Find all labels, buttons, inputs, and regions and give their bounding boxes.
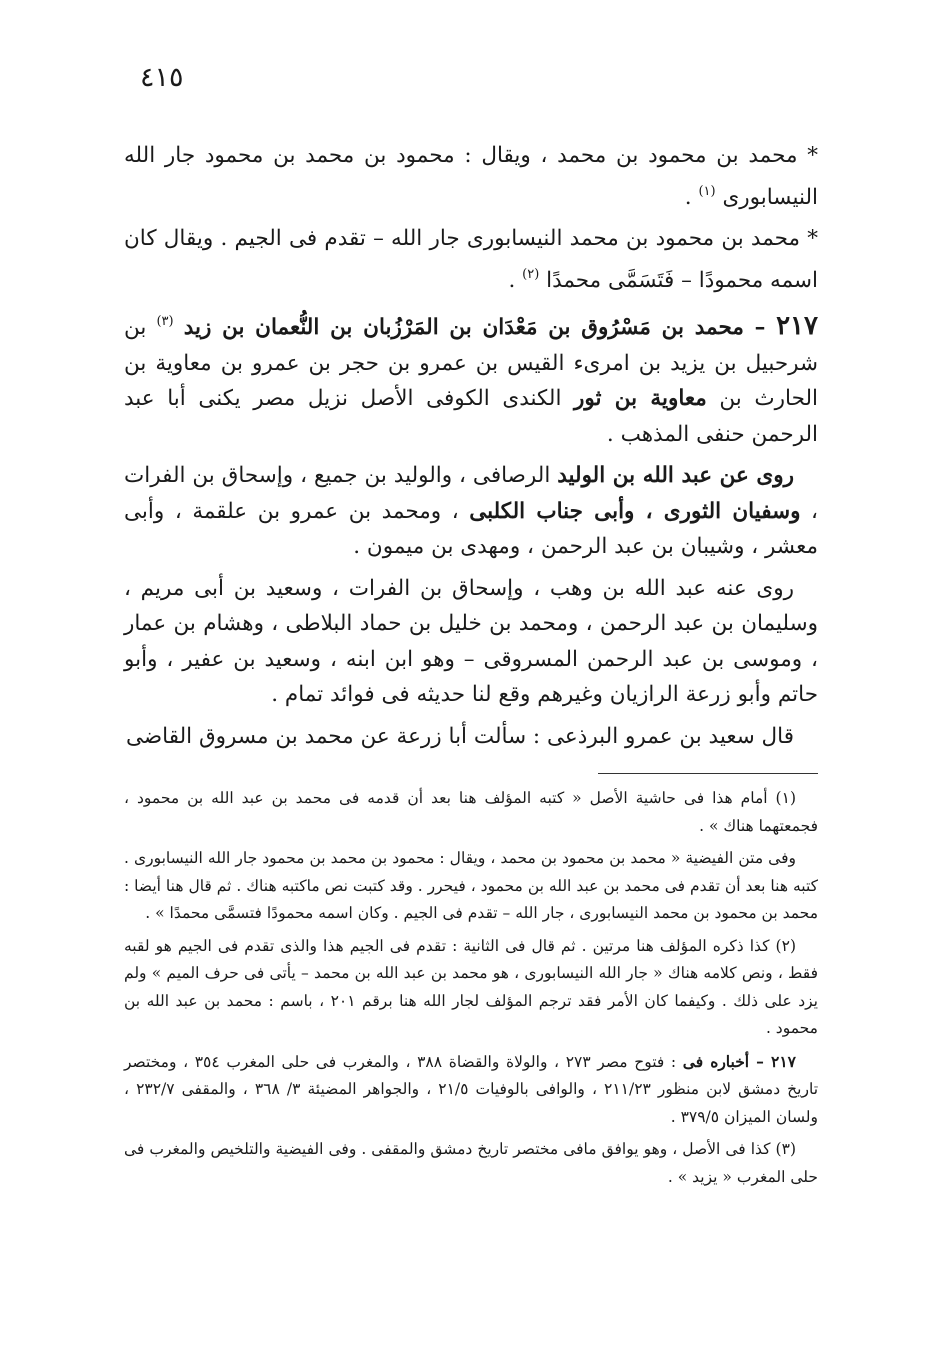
entry-lineage-bold: معاوية بن ثور (574, 386, 707, 411)
narrated-from-text-2: ، ومحمد بن عمرو بن علقمة ، وأبى معشر ، وشيبان بن عبد الرحمن ، ومهدى بن ميمون . (124, 498, 818, 559)
footnote-1-continued: وفى متن الفيضية « محمد بن محمود بن محمد ، ويقال : محمود بن محمد بن محمود جار الله النيسابورى . كتبه هنا بعد أن تقدم فى محمد بن عبد الله بن محمود ، فيحرر . وقد كتبت نص ماكتبه هناك . ثم قال هنا أيضا : محمد بن محمود بن محمد النيسابورى ، جار الله – تقدم فى الجيم . وكان اسمه محمودًا فتسمَّى محمدًا » . (124, 849, 818, 922)
entry-lineage: بن شرحبيل بن يزيد بن امرىء القيس بن عمرو بن حجر بن عمرو بن معاوية بن الحارث بن (124, 315, 818, 411)
narrated-from-text: الرصافى ، والوليد بن جميع ، وإسحاق بن الفرات ، (124, 463, 818, 524)
footnote-sources (124, 1048, 818, 1132)
footnote-ref-2: (٢) (522, 266, 540, 282)
footnote-ref-3: (٣) (156, 314, 174, 329)
entry-text: * محمد بن محمود بن محمد النيسابورى جار الله – تقدم فى الجيم . ويقال كان اسمه محمودًا – فَتَسَمَّى محمدًا (124, 226, 818, 293)
page-number: ٤١٥ (140, 62, 184, 93)
entry-tail: . (684, 184, 699, 210)
footnotes (124, 785, 818, 1196)
sources-heading: ٢١٧ – أخباره فى (682, 1051, 797, 1071)
sources-text: : فتوح مصر ٢٧٣ ، والولاة والقضاة ٣٨٨ ، والمغرب فى حلى المغرب ٣٥٤ ، ومختصر تاريخ دمشق لابن منظور ٢١١/٢٣ ، والوافى بالوفيات ٢١/٥ ، والجواهر المضيئة ٣/ ٣٦٨ ، والمقفى ٢٣٢/٧ ، ولسان الميزان ٣٧٩/٥ . (124, 1052, 819, 1126)
entry-lineage-tail: الكندى الكوفى الأصل نزيل مصر يكنى أبا عبد الرحمن حنفى المذهب . (124, 386, 818, 447)
entry-text: * محمد بن محمود بن محمد ، ويقال : محمود بن محمد بن محمود جار الله النيسابورى (124, 143, 818, 210)
footnote-2: (٢) كذا ذكره المؤلف هنا مرتين . ثم قال فى الثانية : تقدم فى الجيم هذا والذى تقدم فى الجيم هو لقبه فقط ، ونص كلامه هناك « جار الله النيسابورى ، هو محمد بن عبد الله بن محمد – يأتى فى حرف الميم » ولم يزد على ذلك . وكيفما كان الأمر فقد ترجم المؤلف لجار الله هنا برقم ٢٠١ ، باسم : محمد بن عبد الله بن محمود . (124, 936, 818, 1037)
cross-reference-entry-2 (124, 221, 818, 298)
cross-reference-entry-1 (124, 138, 818, 215)
footnote-ref-1: (١) (698, 183, 716, 199)
narrated-from-bold: روى عن عبد الله بن الوليد (557, 463, 794, 488)
biography-entry-217 (124, 304, 818, 452)
narrated-from-paragraph (124, 458, 818, 565)
footnote-3: (٣) كذا فى الأصل ، وهو يوافق مافى مختصر تاريخ دمشق والمقفى . وفى الفيضية والتلخيص والمغرب فى حلى المغرب « يزيد » . (124, 1140, 818, 1186)
entry-name: – محمد بن مَسْرُوق بن مَعْدَان بن المَرْزُبان بن النُّعمان بن زيد (183, 315, 777, 340)
narrators-paragraph: روى عنه عبد الله بن وهب ، وإسحاق بن الفرات ، وسعيد بن أبى مريم ، وسليمان بن عبد الرحمن ، ومحمد بن خليل بن حماد البلاطى ، وهشام بن عمار ، وموسى بن عبد الرحمن المسروقى – وهو ابن ابنه ، وسعيد بن عفير ، وأبو حاتم وأبو زرعة الرازيان وغيرهم وقع لنا حديثه فى فوائد تمام . (124, 575, 818, 707)
entry-tail: . (508, 267, 523, 293)
footnote-1: (١) أمام هذا فى حاشية الأصل « كتبه المؤلف هنا بعد أن قدمه فى محمد بن عبد الله بن محمود ، فجمعتهما هناك » . (124, 789, 818, 835)
closing-paragraph: قال سعيد بن عمرو البرذعى : سألت أبا زرعة عن محمد بن مسروق القاضى (125, 723, 794, 749)
main-text (124, 138, 818, 760)
entry-number: ٢١٧ (776, 311, 818, 341)
footnote-divider (598, 773, 818, 774)
narrated-from-bold-2: وسفيان الثورى ، وأبى جناب الكلبى (469, 498, 801, 524)
